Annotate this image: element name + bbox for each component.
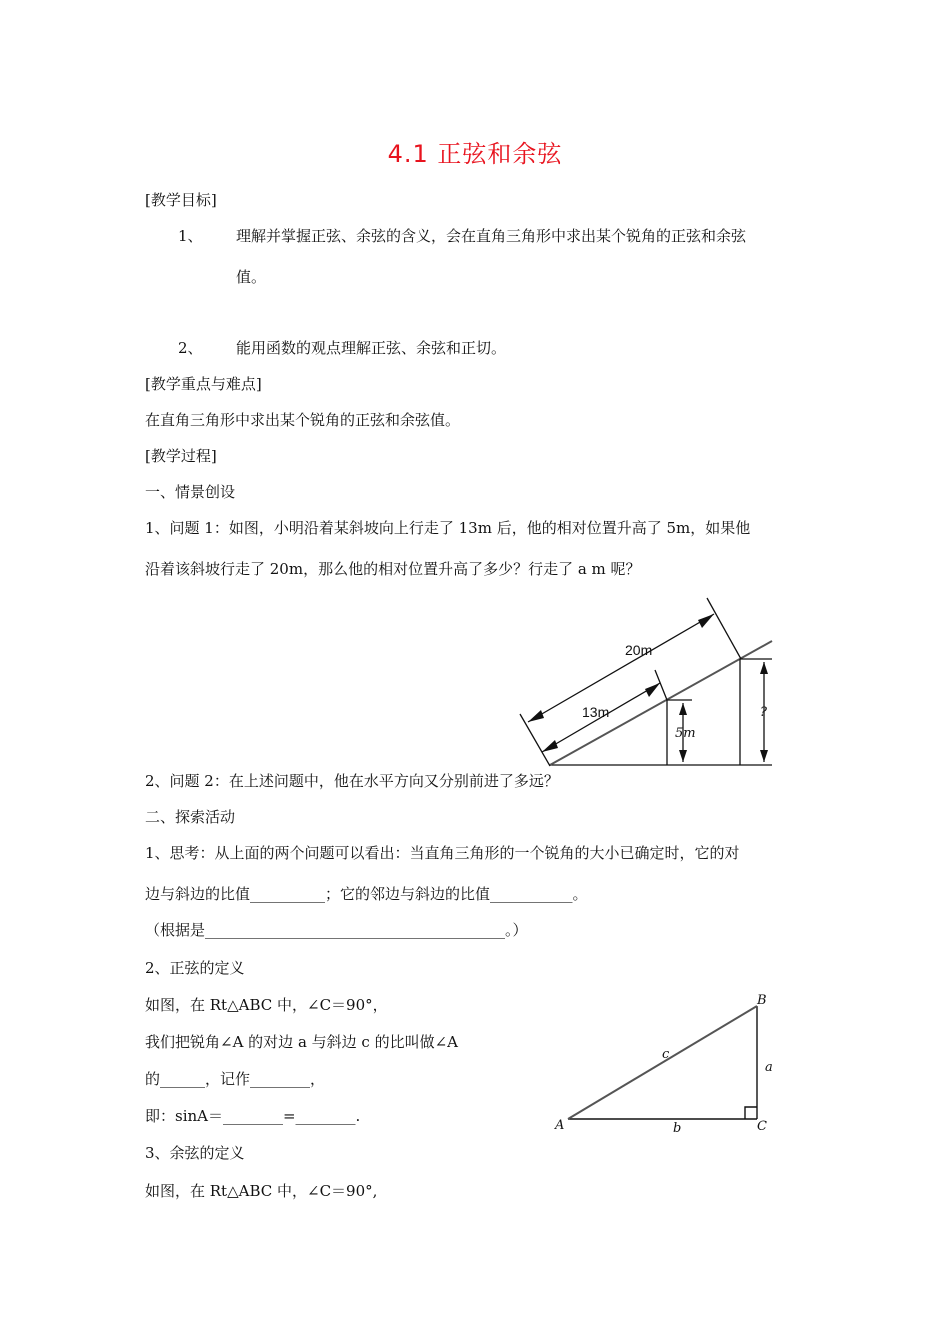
key-points-text: 在直角三角形中求出某个锐角的正弦和余弦值。	[145, 411, 461, 429]
label-unknown: ?	[760, 705, 767, 720]
sine-formula: 即：sinA＝________=________.	[145, 1107, 361, 1125]
part-1-header: 一、情景创设	[145, 483, 236, 501]
arrowhead	[760, 750, 768, 762]
label-13m: 13m	[582, 704, 610, 720]
cosine-definition-header: 3、余弦的定义	[145, 1144, 245, 1162]
extension-line-start	[520, 714, 550, 766]
think-text: 1、思考：从上面的两个问题可以看出：当直角三角形的一个锐角的大小已确定时，它的对	[145, 844, 740, 862]
triangle-side-c	[568, 1006, 757, 1119]
objective-1-text: 理解并掌握正弦、余弦的含义，会在直角三角形中求出某个锐角的正弦和余弦	[236, 227, 747, 245]
arrowhead	[698, 614, 714, 628]
side-a-label: a	[765, 1060, 773, 1075]
part-2-header: 二、探索活动	[145, 808, 236, 826]
key-points-header: [教学重点与难点]	[145, 375, 262, 393]
sine-definition-text: 我们把锐角∠A 的对边 a 与斜边 c 的比叫做∠A	[145, 1033, 458, 1051]
vertex-b: B	[757, 993, 767, 1008]
slope-line	[550, 641, 772, 765]
objective-1-text-cont: 值。	[236, 268, 267, 286]
cosine-definition-text: 如图，在 Rt△ABC 中，∠C＝90°,	[145, 1182, 378, 1200]
process-header: [教学过程]	[145, 447, 217, 465]
side-c-label: c	[662, 1047, 670, 1062]
think-basis: （根据是________________________________________。）	[145, 921, 528, 939]
arrowhead	[760, 662, 768, 674]
vertex-a: A	[555, 1118, 565, 1133]
objective-2-number: 2、	[178, 339, 203, 357]
arrowhead	[542, 740, 558, 752]
label-20m: 20m	[625, 642, 653, 658]
arrowhead	[528, 710, 544, 722]
problem-1-text: 1、问题 1：如图，小明沿着某斜坡向上行走了 13m 后，他的相对位置升高了 5m，如果他	[145, 519, 751, 537]
arrowhead	[645, 683, 660, 697]
extension-line-20m	[707, 598, 741, 659]
sine-definition-text: 如图，在 Rt△ABC 中，∠C＝90°，	[145, 996, 388, 1014]
think-text-cont: 边与斜边的比值__________；它的邻边与斜边的比值___________。	[145, 885, 588, 903]
problem-1-text-cont: 沿着该斜坡行走了 20m，那么他的相对位置升高了多少？行走了 a m 呢？	[145, 560, 641, 578]
page-title: 4.1 正弦和余弦	[387, 140, 563, 168]
sine-definition-header: 2、正弦的定义	[145, 959, 245, 977]
objectives-header: [教学目标]	[145, 191, 217, 209]
label-5m: 5m	[675, 726, 696, 741]
objective-1-number: 1、	[178, 227, 203, 245]
problem-2-text: 2、问题 2：在上述问题中，他在水平方向又分别前进了多远？	[145, 772, 559, 790]
side-b-label: b	[673, 1121, 682, 1136]
vertex-c: C	[757, 1119, 767, 1134]
sine-definition-text: 的______，记作________，	[145, 1070, 326, 1088]
right-angle-marker	[745, 1107, 757, 1119]
arrowhead	[679, 703, 687, 715]
objective-2-text: 能用函数的观点理解正弦、余弦和正切。	[236, 339, 507, 357]
arrowhead	[679, 750, 687, 762]
